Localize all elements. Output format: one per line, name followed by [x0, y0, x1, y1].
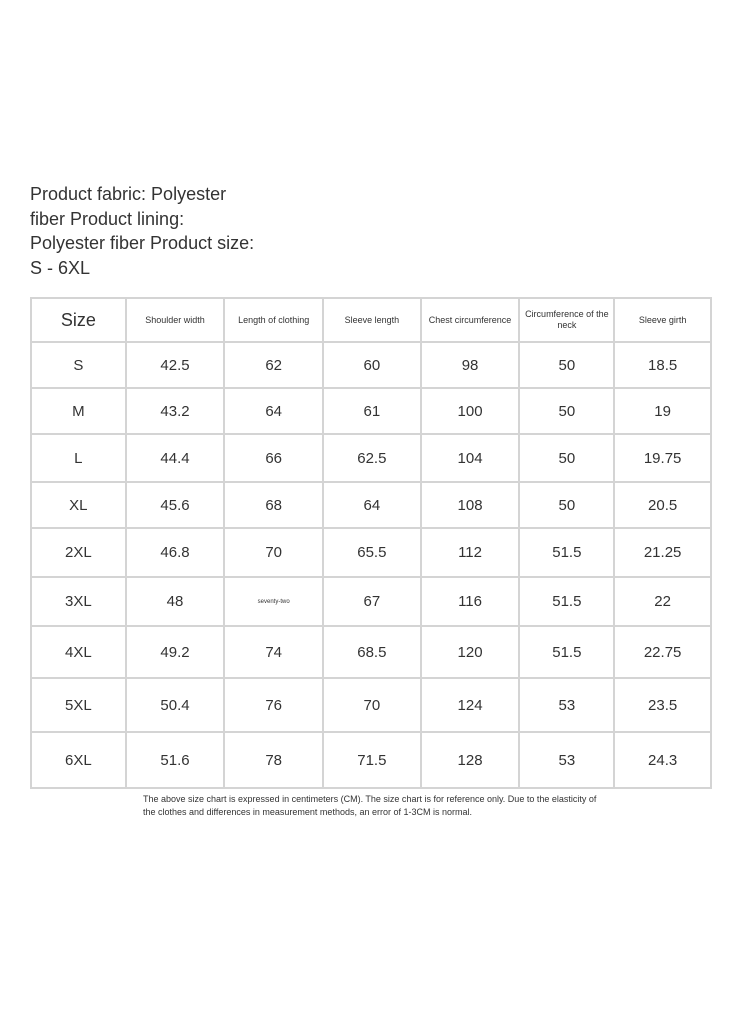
table-row: [31, 577, 711, 626]
measurement-cell: 62.5: [323, 434, 421, 482]
measurement-cell: 53: [519, 732, 614, 788]
measurement-cell: 50: [519, 482, 614, 528]
measurement-cell: 100: [421, 388, 520, 434]
measurement-cell: 48: [126, 577, 225, 626]
column-header: Sleeve length: [323, 298, 421, 342]
table-row: [31, 434, 711, 482]
measurement-cell: 51.5: [519, 528, 614, 577]
measurement-cell: 64: [224, 388, 323, 434]
measurement-cell: 70: [323, 678, 421, 732]
measurement-cell: 68: [224, 482, 323, 528]
measurement-cell: 46.8: [126, 528, 225, 577]
measurement-cell: 19: [614, 388, 711, 434]
size-label: 4XL: [31, 626, 126, 678]
column-header: Size: [31, 298, 126, 342]
measurement-cell: 43.2: [126, 388, 225, 434]
measurement-cell: 60: [323, 342, 421, 388]
measurement-cell: 61: [323, 388, 421, 434]
measurement-cell: 74: [224, 626, 323, 678]
table-row: [31, 732, 711, 788]
size-label: 6XL: [31, 732, 126, 788]
measurement-cell: 51.6: [126, 732, 225, 788]
measurement-cell: 112: [421, 528, 520, 577]
measurement-cell: 120: [421, 626, 520, 678]
measurement-cell: 64: [323, 482, 421, 528]
measurement-cell: 65.5: [323, 528, 421, 577]
intro-line: S - 6XL: [30, 257, 91, 278]
measurement-cell: 104: [421, 434, 520, 482]
column-header: Length of clothing: [224, 298, 323, 342]
measurement-cell: 22.75: [614, 626, 711, 678]
table-row: [31, 678, 711, 732]
table-row: [31, 342, 711, 388]
measurement-cell: 45.6: [126, 482, 225, 528]
measurement-cell: 24.3: [614, 732, 711, 788]
table-row: [31, 388, 711, 434]
measurement-cell: 78: [224, 732, 323, 788]
size-chart-note: The above size chart is expressed in centimeters (CM). The size chart is for reference only. Due to the elasticity of the clothes and differences in measurement methods, an error of 1-3CM is normal.: [143, 794, 597, 817]
measurement-cell: 19.75: [614, 434, 711, 482]
intro-line: fiber Product lining:: [30, 208, 185, 229]
size-label: 2XL: [31, 528, 126, 577]
size-label: L: [31, 434, 126, 482]
measurement-cell: 18.5: [614, 342, 711, 388]
header-row: [31, 298, 711, 342]
measurement-cell: 42.5: [126, 342, 225, 388]
size-chart-table: [30, 297, 712, 789]
product-description: [30, 182, 254, 280]
measurement-cell: 53: [519, 678, 614, 732]
measurement-cell: 21.25: [614, 528, 711, 577]
measurement-cell: 68.5: [323, 626, 421, 678]
size-label: XL: [31, 482, 126, 528]
measurement-cell: 22: [614, 577, 711, 626]
measurement-cell: 44.4: [126, 434, 225, 482]
measurement-cell: 128: [421, 732, 520, 788]
measurement-cell: 67: [323, 577, 421, 626]
measurement-cell: 71.5: [323, 732, 421, 788]
measurement-cell: 98: [421, 342, 520, 388]
measurement-cell: 50: [519, 434, 614, 482]
table-row: [31, 626, 711, 678]
size-label: 3XL: [31, 577, 126, 626]
measurement-cell: 108: [421, 482, 520, 528]
intro-line: Polyester fiber Product size:: [30, 233, 255, 253]
measurement-cell: 51.5: [519, 577, 614, 626]
table-row: [31, 482, 711, 528]
measurement-cell: 124: [421, 678, 520, 732]
column-header: Chest circumference: [421, 298, 520, 342]
size-label: S: [31, 342, 126, 388]
measurement-cell: 23.5: [614, 678, 711, 732]
measurement-cell: 49.2: [126, 626, 225, 678]
size-label: 5XL: [31, 678, 126, 732]
measurement-cell: 116: [421, 577, 520, 626]
measurement-cell: 50: [519, 388, 614, 434]
column-header: Shoulder width: [126, 298, 225, 342]
measurement-cell: 51.5: [519, 626, 614, 678]
measurement-cell: 20.5: [614, 482, 711, 528]
measurement-cell: 66: [224, 434, 323, 482]
measurement-cell: 50.4: [126, 678, 225, 732]
column-header: Sleeve girth: [614, 298, 711, 342]
size-label: M: [31, 388, 126, 434]
measurement-cell: 62: [224, 342, 323, 388]
measurement-cell: seventy-two: [224, 577, 323, 626]
column-header: Circumference of the neck: [519, 298, 614, 342]
measurement-cell: 76: [224, 678, 323, 732]
table-row: [31, 528, 711, 577]
intro-line: Product fabric: Polyester: [30, 184, 227, 204]
measurement-cell: 70: [224, 528, 323, 577]
measurement-cell: 50: [519, 342, 614, 388]
